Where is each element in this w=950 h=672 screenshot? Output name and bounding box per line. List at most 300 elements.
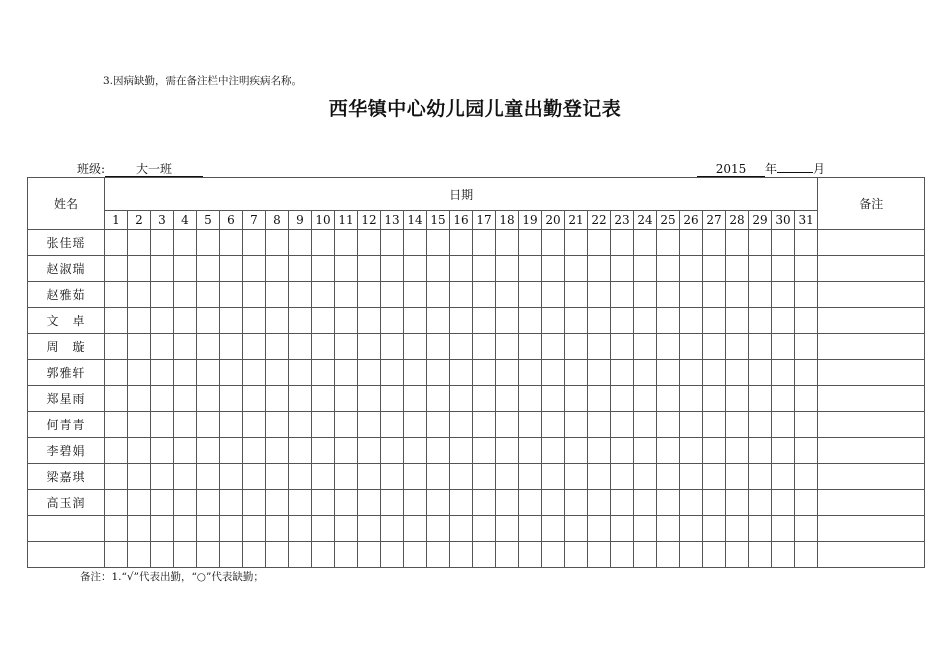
attendance-cell[interactable] [749,360,772,386]
attendance-cell[interactable] [542,282,565,308]
attendance-cell[interactable] [266,490,289,516]
attendance-cell[interactable] [473,334,496,360]
attendance-cell[interactable] [404,386,427,412]
attendance-cell[interactable] [381,490,404,516]
attendance-cell[interactable] [611,308,634,334]
attendance-cell[interactable] [312,516,335,542]
attendance-cell[interactable] [749,542,772,568]
attendance-cell[interactable] [151,542,174,568]
remark-cell[interactable] [818,308,925,334]
attendance-cell[interactable] [220,438,243,464]
attendance-cell[interactable] [358,516,381,542]
attendance-cell[interactable] [243,256,266,282]
attendance-cell[interactable] [358,464,381,490]
attendance-cell[interactable] [657,386,680,412]
attendance-cell[interactable] [772,490,795,516]
attendance-cell[interactable] [634,516,657,542]
attendance-cell[interactable] [795,334,818,360]
attendance-cell[interactable] [634,438,657,464]
attendance-cell[interactable] [473,230,496,256]
attendance-cell[interactable] [496,334,519,360]
attendance-cell[interactable] [289,334,312,360]
attendance-cell[interactable] [289,438,312,464]
attendance-cell[interactable] [174,334,197,360]
attendance-cell[interactable] [128,360,151,386]
attendance-cell[interactable] [680,516,703,542]
attendance-cell[interactable] [151,386,174,412]
attendance-cell[interactable] [473,438,496,464]
attendance-cell[interactable] [381,360,404,386]
attendance-cell[interactable] [335,490,358,516]
attendance-cell[interactable] [404,464,427,490]
attendance-cell[interactable] [335,542,358,568]
attendance-cell[interactable] [289,360,312,386]
attendance-cell[interactable] [105,230,128,256]
attendance-cell[interactable] [381,282,404,308]
attendance-cell[interactable] [611,412,634,438]
attendance-cell[interactable] [588,308,611,334]
attendance-cell[interactable] [220,490,243,516]
attendance-cell[interactable] [404,542,427,568]
attendance-cell[interactable] [519,516,542,542]
attendance-cell[interactable] [289,282,312,308]
attendance-cell[interactable] [404,360,427,386]
remark-cell[interactable] [818,542,925,568]
attendance-cell[interactable] [289,542,312,568]
attendance-cell[interactable] [542,412,565,438]
attendance-cell[interactable] [519,438,542,464]
attendance-cell[interactable] [289,308,312,334]
attendance-cell[interactable] [473,412,496,438]
attendance-cell[interactable] [266,464,289,490]
attendance-cell[interactable] [243,490,266,516]
attendance-cell[interactable] [473,360,496,386]
attendance-cell[interactable] [473,386,496,412]
attendance-cell[interactable] [450,282,473,308]
attendance-cell[interactable] [243,282,266,308]
attendance-cell[interactable] [611,256,634,282]
attendance-cell[interactable] [312,490,335,516]
attendance-cell[interactable] [151,334,174,360]
attendance-cell[interactable] [703,334,726,360]
attendance-cell[interactable] [795,308,818,334]
attendance-cell[interactable] [358,386,381,412]
attendance-cell[interactable] [496,230,519,256]
attendance-cell[interactable] [335,412,358,438]
attendance-cell[interactable] [519,490,542,516]
attendance-cell[interactable] [427,334,450,360]
attendance-cell[interactable] [312,308,335,334]
attendance-cell[interactable] [473,256,496,282]
attendance-cell[interactable] [795,282,818,308]
attendance-cell[interactable] [335,334,358,360]
attendance-cell[interactable] [726,230,749,256]
attendance-cell[interactable] [243,464,266,490]
attendance-cell[interactable] [611,282,634,308]
attendance-cell[interactable] [565,412,588,438]
attendance-cell[interactable] [450,412,473,438]
attendance-cell[interactable] [795,386,818,412]
attendance-cell[interactable] [128,230,151,256]
attendance-cell[interactable] [243,412,266,438]
attendance-cell[interactable] [105,308,128,334]
attendance-cell[interactable] [381,438,404,464]
attendance-cell[interactable] [634,490,657,516]
attendance-cell[interactable] [749,256,772,282]
attendance-cell[interactable] [680,334,703,360]
attendance-cell[interactable] [450,516,473,542]
attendance-cell[interactable] [703,490,726,516]
attendance-cell[interactable] [680,360,703,386]
attendance-cell[interactable] [266,360,289,386]
attendance-cell[interactable] [312,230,335,256]
attendance-cell[interactable] [450,542,473,568]
attendance-cell[interactable] [634,282,657,308]
attendance-cell[interactable] [565,334,588,360]
attendance-cell[interactable] [749,490,772,516]
attendance-cell[interactable] [749,230,772,256]
attendance-cell[interactable] [266,542,289,568]
attendance-cell[interactable] [289,230,312,256]
attendance-cell[interactable] [450,308,473,334]
attendance-cell[interactable] [450,438,473,464]
attendance-cell[interactable] [427,360,450,386]
attendance-cell[interactable] [450,360,473,386]
attendance-cell[interactable] [404,490,427,516]
attendance-cell[interactable] [772,360,795,386]
attendance-cell[interactable] [611,360,634,386]
attendance-cell[interactable] [519,282,542,308]
attendance-cell[interactable] [427,464,450,490]
attendance-cell[interactable] [105,516,128,542]
attendance-cell[interactable] [542,438,565,464]
attendance-cell[interactable] [174,308,197,334]
attendance-cell[interactable] [128,542,151,568]
attendance-cell[interactable] [519,308,542,334]
attendance-cell[interactable] [174,256,197,282]
attendance-cell[interactable] [634,334,657,360]
remark-cell[interactable] [818,256,925,282]
attendance-cell[interactable] [128,308,151,334]
attendance-cell[interactable] [266,334,289,360]
attendance-cell[interactable] [335,308,358,334]
attendance-cell[interactable] [795,464,818,490]
attendance-cell[interactable] [749,334,772,360]
attendance-cell[interactable] [358,230,381,256]
attendance-cell[interactable] [749,386,772,412]
attendance-cell[interactable] [749,412,772,438]
attendance-cell[interactable] [772,282,795,308]
attendance-cell[interactable] [703,516,726,542]
attendance-cell[interactable] [220,360,243,386]
attendance-cell[interactable] [243,308,266,334]
attendance-cell[interactable] [151,360,174,386]
attendance-cell[interactable] [611,464,634,490]
attendance-cell[interactable] [220,464,243,490]
attendance-cell[interactable] [772,438,795,464]
attendance-cell[interactable] [565,516,588,542]
attendance-cell[interactable] [243,438,266,464]
attendance-cell[interactable] [726,308,749,334]
attendance-cell[interactable] [427,412,450,438]
attendance-cell[interactable] [312,542,335,568]
attendance-cell[interactable] [105,438,128,464]
attendance-cell[interactable] [795,256,818,282]
remark-cell[interactable] [818,464,925,490]
attendance-cell[interactable] [197,386,220,412]
attendance-cell[interactable] [565,542,588,568]
attendance-cell[interactable] [243,386,266,412]
attendance-cell[interactable] [565,230,588,256]
attendance-cell[interactable] [358,360,381,386]
attendance-cell[interactable] [404,256,427,282]
attendance-cell[interactable] [496,438,519,464]
attendance-cell[interactable] [197,282,220,308]
attendance-cell[interactable] [404,438,427,464]
remark-cell[interactable] [818,230,925,256]
attendance-cell[interactable] [703,282,726,308]
attendance-cell[interactable] [450,386,473,412]
attendance-cell[interactable] [427,282,450,308]
attendance-cell[interactable] [427,386,450,412]
attendance-cell[interactable] [542,464,565,490]
attendance-cell[interactable] [519,256,542,282]
attendance-cell[interactable] [703,542,726,568]
attendance-cell[interactable] [335,386,358,412]
attendance-cell[interactable] [680,386,703,412]
attendance-cell[interactable] [289,256,312,282]
attendance-cell[interactable] [197,256,220,282]
attendance-cell[interactable] [772,256,795,282]
attendance-cell[interactable] [542,308,565,334]
attendance-cell[interactable] [519,230,542,256]
attendance-cell[interactable] [266,308,289,334]
remark-cell[interactable] [818,438,925,464]
attendance-cell[interactable] [105,412,128,438]
attendance-cell[interactable] [381,516,404,542]
attendance-cell[interactable] [519,542,542,568]
attendance-cell[interactable] [197,308,220,334]
attendance-cell[interactable] [358,334,381,360]
attendance-cell[interactable] [427,256,450,282]
attendance-cell[interactable] [726,282,749,308]
attendance-cell[interactable] [427,542,450,568]
attendance-cell[interactable] [542,334,565,360]
attendance-cell[interactable] [404,412,427,438]
attendance-cell[interactable] [611,334,634,360]
attendance-cell[interactable] [565,464,588,490]
attendance-cell[interactable] [473,542,496,568]
attendance-cell[interactable] [795,516,818,542]
attendance-cell[interactable] [473,464,496,490]
attendance-cell[interactable] [634,256,657,282]
attendance-cell[interactable] [220,256,243,282]
attendance-cell[interactable] [105,464,128,490]
attendance-cell[interactable] [795,490,818,516]
attendance-cell[interactable] [197,490,220,516]
attendance-cell[interactable] [588,386,611,412]
attendance-cell[interactable] [657,490,680,516]
attendance-cell[interactable] [542,360,565,386]
attendance-cell[interactable] [703,464,726,490]
attendance-cell[interactable] [611,438,634,464]
attendance-cell[interactable] [128,386,151,412]
attendance-cell[interactable] [220,230,243,256]
attendance-cell[interactable] [611,230,634,256]
attendance-cell[interactable] [266,438,289,464]
attendance-cell[interactable] [243,516,266,542]
attendance-cell[interactable] [174,464,197,490]
attendance-cell[interactable] [381,230,404,256]
attendance-cell[interactable] [588,490,611,516]
attendance-cell[interactable] [588,256,611,282]
attendance-cell[interactable] [542,230,565,256]
attendance-cell[interactable] [266,230,289,256]
attendance-cell[interactable] [772,412,795,438]
attendance-cell[interactable] [542,256,565,282]
attendance-cell[interactable] [197,230,220,256]
attendance-cell[interactable] [496,412,519,438]
attendance-cell[interactable] [151,464,174,490]
attendance-cell[interactable] [404,334,427,360]
attendance-cell[interactable] [174,490,197,516]
attendance-cell[interactable] [657,438,680,464]
attendance-cell[interactable] [657,360,680,386]
attendance-cell[interactable] [105,360,128,386]
attendance-cell[interactable] [404,230,427,256]
attendance-cell[interactable] [703,386,726,412]
attendance-cell[interactable] [611,516,634,542]
attendance-cell[interactable] [105,334,128,360]
attendance-cell[interactable] [220,386,243,412]
attendance-cell[interactable] [703,360,726,386]
attendance-cell[interactable] [197,438,220,464]
attendance-cell[interactable] [312,412,335,438]
attendance-cell[interactable] [726,516,749,542]
attendance-cell[interactable] [197,360,220,386]
remark-cell[interactable] [818,490,925,516]
attendance-cell[interactable] [266,282,289,308]
attendance-cell[interactable] [726,542,749,568]
attendance-cell[interactable] [772,542,795,568]
attendance-cell[interactable] [174,282,197,308]
attendance-cell[interactable] [312,464,335,490]
attendance-cell[interactable] [726,334,749,360]
attendance-cell[interactable] [795,438,818,464]
attendance-cell[interactable] [588,542,611,568]
attendance-cell[interactable] [381,308,404,334]
attendance-cell[interactable] [312,386,335,412]
attendance-cell[interactable] [128,256,151,282]
attendance-cell[interactable] [473,490,496,516]
attendance-cell[interactable] [404,282,427,308]
attendance-cell[interactable] [519,386,542,412]
attendance-cell[interactable] [542,542,565,568]
attendance-cell[interactable] [565,282,588,308]
attendance-cell[interactable] [312,256,335,282]
attendance-cell[interactable] [703,308,726,334]
attendance-cell[interactable] [703,412,726,438]
attendance-cell[interactable] [174,230,197,256]
attendance-cell[interactable] [289,412,312,438]
attendance-cell[interactable] [657,308,680,334]
attendance-cell[interactable] [128,516,151,542]
attendance-cell[interactable] [565,490,588,516]
attendance-cell[interactable] [542,386,565,412]
attendance-cell[interactable] [611,490,634,516]
attendance-cell[interactable] [220,516,243,542]
attendance-cell[interactable] [450,464,473,490]
attendance-cell[interactable] [151,438,174,464]
attendance-cell[interactable] [289,386,312,412]
attendance-cell[interactable] [289,516,312,542]
attendance-cell[interactable] [128,464,151,490]
attendance-cell[interactable] [496,542,519,568]
attendance-cell[interactable] [634,360,657,386]
attendance-cell[interactable] [105,542,128,568]
attendance-cell[interactable] [266,386,289,412]
attendance-cell[interactable] [749,438,772,464]
attendance-cell[interactable] [220,282,243,308]
attendance-cell[interactable] [565,308,588,334]
attendance-cell[interactable] [795,360,818,386]
attendance-cell[interactable] [519,464,542,490]
attendance-cell[interactable] [680,412,703,438]
attendance-cell[interactable] [519,412,542,438]
attendance-cell[interactable] [335,360,358,386]
attendance-cell[interactable] [634,412,657,438]
attendance-cell[interactable] [657,516,680,542]
attendance-cell[interactable] [680,464,703,490]
attendance-cell[interactable] [611,386,634,412]
attendance-cell[interactable] [220,542,243,568]
attendance-cell[interactable] [726,386,749,412]
attendance-cell[interactable] [174,386,197,412]
attendance-cell[interactable] [588,360,611,386]
attendance-cell[interactable] [588,334,611,360]
attendance-cell[interactable] [335,282,358,308]
attendance-cell[interactable] [588,230,611,256]
attendance-cell[interactable] [450,256,473,282]
attendance-cell[interactable] [473,282,496,308]
attendance-cell[interactable] [680,542,703,568]
remark-cell[interactable] [818,360,925,386]
attendance-cell[interactable] [634,464,657,490]
attendance-cell[interactable] [772,334,795,360]
attendance-cell[interactable] [427,308,450,334]
attendance-cell[interactable] [496,464,519,490]
attendance-cell[interactable] [772,230,795,256]
attendance-cell[interactable] [174,412,197,438]
attendance-cell[interactable] [105,256,128,282]
attendance-cell[interactable] [450,230,473,256]
attendance-cell[interactable] [128,412,151,438]
attendance-cell[interactable] [795,230,818,256]
attendance-cell[interactable] [335,464,358,490]
attendance-cell[interactable] [151,516,174,542]
attendance-cell[interactable] [243,360,266,386]
attendance-cell[interactable] [197,516,220,542]
attendance-cell[interactable] [565,360,588,386]
attendance-cell[interactable] [266,516,289,542]
attendance-cell[interactable] [772,308,795,334]
attendance-cell[interactable] [657,282,680,308]
attendance-cell[interactable] [749,516,772,542]
attendance-cell[interactable] [565,256,588,282]
attendance-cell[interactable] [174,516,197,542]
attendance-cell[interactable] [335,438,358,464]
attendance-cell[interactable] [427,490,450,516]
